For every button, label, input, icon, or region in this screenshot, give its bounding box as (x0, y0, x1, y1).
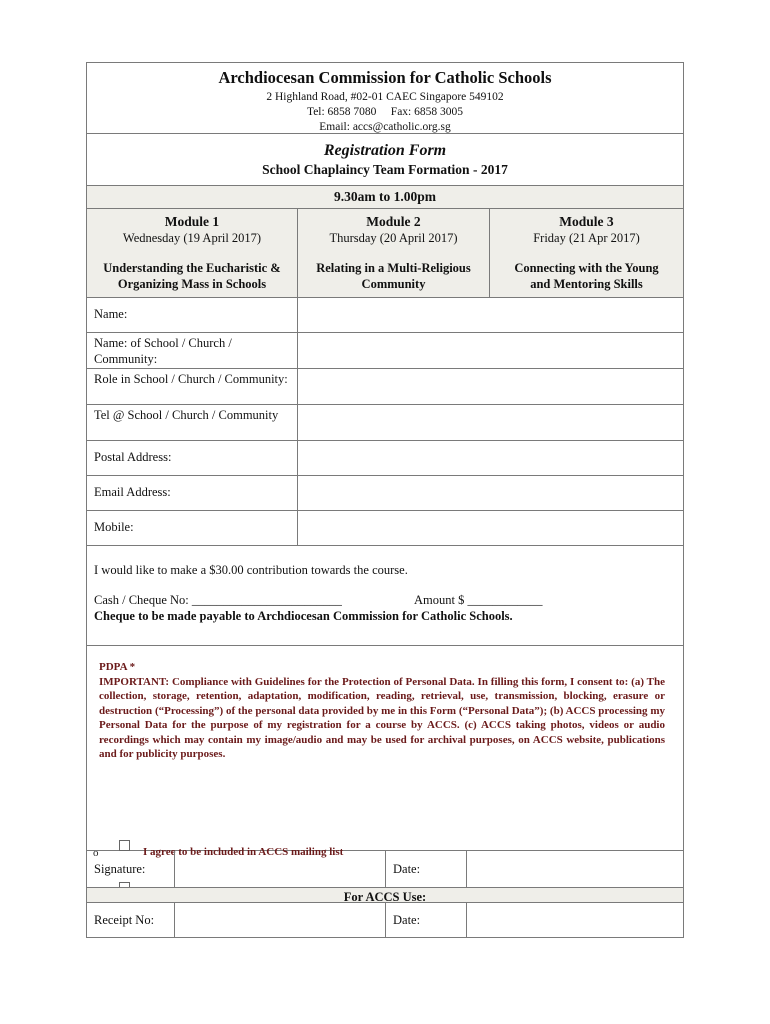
accs-use-header (87, 888, 683, 903)
org-name-label: Name: of School / Church / Community: (87, 333, 298, 368)
signature-row (87, 851, 683, 888)
name-label: Name: (87, 298, 298, 332)
role-field[interactable] (298, 369, 683, 404)
module-desc: Connecting with the Young and Mentoring Skills (514, 261, 659, 291)
postal-label: Postal Address: (87, 441, 298, 475)
modules-section (87, 209, 683, 298)
role-label: Role in School / Church / Community: (87, 369, 298, 404)
mobile-row (87, 511, 683, 546)
signature-field[interactable] (175, 851, 386, 887)
module-title: Module 2 (366, 214, 421, 229)
module-desc: Understanding the Eucharistic & Organizing Mass in Schools (103, 261, 281, 291)
email-label: Email Address: (87, 476, 298, 510)
pdpa-section (87, 646, 683, 859)
registration-form (86, 62, 684, 938)
postal-row (87, 441, 683, 476)
module-date: Wednesday (19 April 2017) (122, 231, 262, 245)
date-field[interactable] (467, 851, 683, 887)
module-1 (87, 209, 298, 297)
tel-field[interactable] (298, 405, 683, 440)
agree-label: I agree to be included in ACCS mailing list (143, 846, 344, 858)
email-field[interactable] (298, 476, 683, 510)
postal-field[interactable] (298, 441, 683, 475)
org-tel-fax: Tel: 6858 7080 Fax: 6858 3005 (306, 106, 464, 118)
session-time: 9.30am to 1.00pm (334, 189, 436, 204)
org-email: Email: accs@catholic.org.sg (319, 121, 451, 133)
pdpa-text: IMPORTANT: Compliance with Guidelines for the Protection of Personal Data. In filling this form, I consent to: (a) The collection, storage, retention, adaptation, modification, reading, retrieval, use, transmission, blocking, erasure or destruction (“Processing”) of the personal data provided by me in this Form (“Personal Data”); (b) ACCS processing my Personal Data for the purpose of my registration for a course by ACCS. (c) ACCS taking photos, videos or audio recordings which may contain my image/audio and may be used for archival purposes, on ACCS website, publications and for publicity purposes. (99, 676, 665, 761)
role-row (87, 369, 683, 405)
header-section (87, 63, 683, 134)
time-section (87, 186, 683, 209)
amount-field[interactable]: Amount $ ____________ (414, 593, 543, 607)
module-date: Friday (21 Apr 2017) (533, 231, 640, 245)
mobile-label: Mobile: (87, 511, 298, 545)
form-title: Registration Form (323, 142, 447, 159)
accs-date-label: Date: (386, 903, 467, 938)
module-date: Thursday (20 April 2017) (329, 231, 458, 245)
receipt-row (87, 903, 683, 938)
org-title: Archdiocesan Commission for Catholic Schools (218, 68, 552, 87)
form-title-section (87, 134, 683, 186)
date-label: Date: (386, 851, 467, 887)
module-desc: Relating in a Multi-Religious Community (316, 261, 471, 291)
tel-row (87, 405, 683, 441)
name-field[interactable] (298, 298, 683, 332)
org-address: 2 Highland Road, #02-01 CAEC Singapore 549102 (266, 91, 504, 103)
tel-label: Tel @ School / Church / Community (87, 405, 298, 440)
module-2 (298, 209, 490, 297)
org-name-field[interactable] (298, 333, 683, 368)
agree-checkbox[interactable] (119, 840, 130, 851)
email-row (87, 476, 683, 511)
form-subtitle: School Chaplaincy Team Formation - 2017 (262, 162, 508, 177)
pdpa-heading: PDPA * (99, 661, 136, 673)
cheque-no-field[interactable]: Cash / Cheque No: ________________________ (94, 593, 342, 607)
receipt-label: Receipt No: (87, 903, 175, 938)
org-name-row (87, 333, 683, 369)
bullet-icon: o (93, 847, 99, 859)
receipt-field[interactable] (175, 903, 386, 938)
signature-label: Signature: (87, 851, 175, 887)
contribution-text: I would like to make a $30.00 contribution towards the course. (94, 563, 408, 577)
accs-use-title: For ACCS Use: (343, 890, 427, 904)
module-title: Module 1 (164, 214, 220, 229)
cheque-payable-note: Cheque to be made payable to Archdiocesan Commission for Catholic Schools. (94, 609, 513, 623)
module-title: Module 3 (559, 214, 614, 229)
mobile-field[interactable] (298, 511, 683, 545)
accs-date-field[interactable] (467, 903, 683, 938)
name-row (87, 298, 683, 333)
payment-section (87, 546, 683, 646)
module-3 (490, 209, 683, 297)
